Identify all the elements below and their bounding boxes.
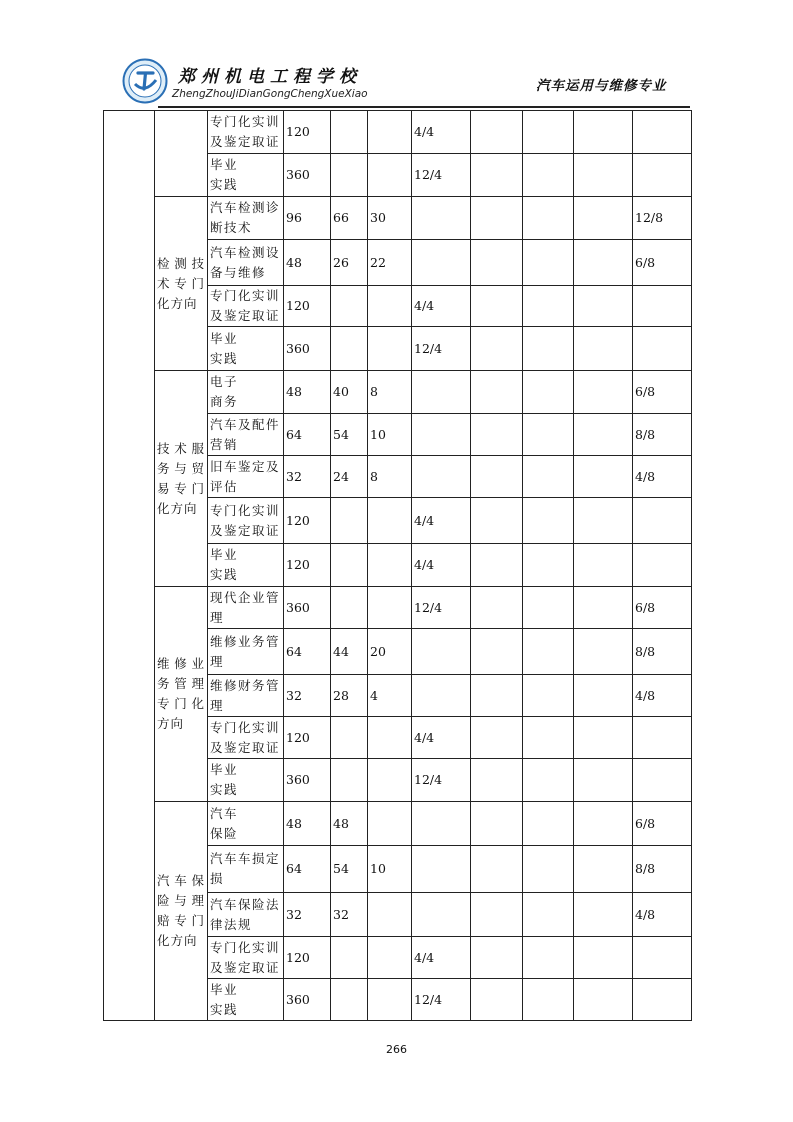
value-cell-c8 (633, 937, 692, 979)
value-cell-c1: 64 (284, 629, 331, 675)
value-cell-c4: 4/4 (412, 937, 471, 979)
course-name-cell: 毕业 实践 (208, 759, 284, 802)
value-cell-c2 (331, 498, 368, 544)
value-cell-c3: 20 (368, 629, 412, 675)
value-cell-c8: 6/8 (633, 371, 692, 414)
value-cell-c3 (368, 937, 412, 979)
value-cell-c3 (368, 498, 412, 544)
value-cell-c1: 64 (284, 846, 331, 893)
value-cell-c4: 12/4 (412, 327, 471, 371)
value-cell-c2: 40 (331, 371, 368, 414)
course-name-cell: 毕业 实践 (208, 327, 284, 371)
value-cell-c8: 6/8 (633, 240, 692, 286)
value-cell-c3 (368, 802, 412, 846)
value-cell-c3: 8 (368, 371, 412, 414)
value-cell-c4: 4/4 (412, 286, 471, 327)
value-cell-c6 (523, 240, 574, 286)
value-cell-c6 (523, 286, 574, 327)
value-cell-c1: 360 (284, 327, 331, 371)
course-name-cell: 维修业务管理 (208, 629, 284, 675)
value-cell-c8 (633, 498, 692, 544)
curriculum-table-body (104, 111, 692, 1021)
value-cell-c2: 28 (331, 675, 368, 717)
value-cell-c7 (574, 846, 633, 893)
value-cell-c8: 6/8 (633, 802, 692, 846)
value-cell-c1: 48 (284, 240, 331, 286)
value-cell-c2 (331, 327, 368, 371)
value-cell-c8: 8/8 (633, 629, 692, 675)
value-cell-c1: 48 (284, 371, 331, 414)
value-cell-c8: 4/8 (633, 893, 692, 937)
value-cell-c3: 4 (368, 675, 412, 717)
value-cell-c7 (574, 414, 633, 456)
value-cell-c2 (331, 544, 368, 587)
value-cell-c8 (633, 286, 692, 327)
value-cell-c7 (574, 286, 633, 327)
value-cell-c6 (523, 979, 574, 1021)
value-cell-c1: 32 (284, 675, 331, 717)
value-cell-c5 (471, 979, 523, 1021)
value-cell-c3 (368, 544, 412, 587)
value-cell-c6 (523, 197, 574, 240)
value-cell-c3 (368, 587, 412, 629)
value-cell-c5 (471, 197, 523, 240)
value-cell-c8: 4/8 (633, 456, 692, 498)
value-cell-c4: 4/4 (412, 544, 471, 587)
value-cell-c5 (471, 240, 523, 286)
value-cell-c3 (368, 286, 412, 327)
course-name-cell: 专门化实训及鉴定取证 (208, 498, 284, 544)
value-cell-c2: 44 (331, 629, 368, 675)
value-cell-c4: 12/4 (412, 979, 471, 1021)
value-cell-c5 (471, 846, 523, 893)
course-name-cell: 毕业 实践 (208, 544, 284, 587)
value-cell-c4: 4/4 (412, 717, 471, 759)
value-cell-c5 (471, 371, 523, 414)
value-cell-c4: 12/4 (412, 759, 471, 802)
value-cell-c6 (523, 846, 574, 893)
course-name-cell: 汽车保险法律法规 (208, 893, 284, 937)
course-name-cell: 汽车车损定损 (208, 846, 284, 893)
value-cell-c2 (331, 111, 368, 154)
value-cell-c2 (331, 154, 368, 197)
page-number: 266 (386, 1043, 407, 1056)
value-cell-c7 (574, 587, 633, 629)
value-cell-c7 (574, 979, 633, 1021)
value-cell-c6 (523, 587, 574, 629)
value-cell-c6 (523, 629, 574, 675)
value-cell-c1: 360 (284, 759, 331, 802)
value-cell-c3: 22 (368, 240, 412, 286)
table-row (104, 111, 692, 154)
value-cell-c5 (471, 759, 523, 802)
value-cell-c4: 12/4 (412, 154, 471, 197)
course-name-cell: 现代企业管理 (208, 587, 284, 629)
value-cell-c8 (633, 111, 692, 154)
value-cell-c1: 120 (284, 544, 331, 587)
header-divider (158, 106, 690, 108)
value-cell-c7 (574, 154, 633, 197)
value-cell-c4 (412, 240, 471, 286)
course-name-cell: 毕业 实践 (208, 979, 284, 1021)
value-cell-c5 (471, 154, 523, 197)
value-cell-c2: 24 (331, 456, 368, 498)
value-cell-c2 (331, 717, 368, 759)
course-name-cell: 毕业 实践 (208, 154, 284, 197)
value-cell-c1: 96 (284, 197, 331, 240)
value-cell-c8 (633, 717, 692, 759)
value-cell-c1: 32 (284, 893, 331, 937)
value-cell-c2: 26 (331, 240, 368, 286)
value-cell-c8: 12/8 (633, 197, 692, 240)
value-cell-c4 (412, 846, 471, 893)
value-cell-c7 (574, 937, 633, 979)
direction-cell (155, 111, 208, 197)
course-name-cell: 汽车及配件营销 (208, 414, 284, 456)
table-row (104, 371, 692, 414)
direction-cell: 技术服务与贸易专门化方向 (155, 371, 208, 587)
value-cell-c5 (471, 587, 523, 629)
value-cell-c3: 30 (368, 197, 412, 240)
value-cell-c7 (574, 802, 633, 846)
table-row (104, 587, 692, 629)
value-cell-c4 (412, 197, 471, 240)
value-cell-c6 (523, 371, 574, 414)
value-cell-c2: 54 (331, 846, 368, 893)
value-cell-c1: 120 (284, 286, 331, 327)
course-name-cell: 汽车检测设备与维修 (208, 240, 284, 286)
value-cell-c1: 360 (284, 587, 331, 629)
value-cell-c1: 360 (284, 154, 331, 197)
value-cell-c6 (523, 498, 574, 544)
major-title: 汽车运用与维修专业 (536, 78, 667, 94)
value-cell-c6 (523, 544, 574, 587)
value-cell-c3 (368, 893, 412, 937)
value-cell-c3: 10 (368, 414, 412, 456)
value-cell-c8: 8/8 (633, 846, 692, 893)
direction-cell: 检测技术专门化方向 (155, 197, 208, 371)
value-cell-c7 (574, 197, 633, 240)
value-cell-c4 (412, 371, 471, 414)
school-pinyin: ZhengZhouJiDianGongChengXueXiao (172, 88, 368, 100)
value-cell-c2: 66 (331, 197, 368, 240)
value-cell-c2: 32 (331, 893, 368, 937)
value-cell-c7 (574, 717, 633, 759)
value-cell-c3 (368, 979, 412, 1021)
category-cell (104, 111, 155, 1021)
value-cell-c8 (633, 979, 692, 1021)
value-cell-c1: 120 (284, 498, 331, 544)
value-cell-c7 (574, 759, 633, 802)
value-cell-c6 (523, 327, 574, 371)
value-cell-c6 (523, 111, 574, 154)
value-cell-c4: 12/4 (412, 587, 471, 629)
course-name-cell: 专门化实训及鉴定取证 (208, 111, 284, 154)
school-name: 郑州机电工程学校 (178, 67, 362, 87)
course-name-cell: 专门化实训及鉴定取证 (208, 717, 284, 759)
value-cell-c5 (471, 498, 523, 544)
value-cell-c8: 6/8 (633, 587, 692, 629)
value-cell-c8 (633, 759, 692, 802)
value-cell-c5 (471, 544, 523, 587)
value-cell-c4: 4/4 (412, 498, 471, 544)
direction-cell: 维修业务管理专门化方向 (155, 587, 208, 802)
value-cell-c1: 120 (284, 717, 331, 759)
value-cell-c7 (574, 456, 633, 498)
value-cell-c4 (412, 414, 471, 456)
value-cell-c5 (471, 802, 523, 846)
value-cell-c1: 32 (284, 456, 331, 498)
value-cell-c2 (331, 937, 368, 979)
value-cell-c2 (331, 587, 368, 629)
value-cell-c3: 10 (368, 846, 412, 893)
value-cell-c4 (412, 629, 471, 675)
course-name-cell: 电子 商务 (208, 371, 284, 414)
value-cell-c5 (471, 286, 523, 327)
value-cell-c5 (471, 893, 523, 937)
value-cell-c8 (633, 327, 692, 371)
value-cell-c7 (574, 544, 633, 587)
value-cell-c2: 48 (331, 802, 368, 846)
value-cell-c6 (523, 456, 574, 498)
value-cell-c8: 4/8 (633, 675, 692, 717)
value-cell-c6 (523, 675, 574, 717)
curriculum-table (103, 110, 692, 1021)
value-cell-c7 (574, 111, 633, 154)
value-cell-c5 (471, 675, 523, 717)
value-cell-c4: 4/4 (412, 111, 471, 154)
page-header (0, 0, 793, 112)
course-name-cell: 专门化实训及鉴定取证 (208, 937, 284, 979)
value-cell-c5 (471, 456, 523, 498)
value-cell-c3: 8 (368, 456, 412, 498)
value-cell-c5 (471, 629, 523, 675)
value-cell-c5 (471, 937, 523, 979)
value-cell-c8 (633, 154, 692, 197)
value-cell-c1: 120 (284, 111, 331, 154)
value-cell-c1: 360 (284, 979, 331, 1021)
value-cell-c5 (471, 414, 523, 456)
value-cell-c7 (574, 893, 633, 937)
value-cell-c4 (412, 456, 471, 498)
value-cell-c6 (523, 717, 574, 759)
value-cell-c2 (331, 759, 368, 802)
school-logo-icon (122, 58, 168, 104)
value-cell-c6 (523, 937, 574, 979)
value-cell-c8 (633, 544, 692, 587)
value-cell-c6 (523, 154, 574, 197)
value-cell-c6 (523, 414, 574, 456)
value-cell-c5 (471, 111, 523, 154)
course-name-cell: 汽车 保险 (208, 802, 284, 846)
value-cell-c7 (574, 327, 633, 371)
value-cell-c8: 8/8 (633, 414, 692, 456)
value-cell-c3 (368, 327, 412, 371)
value-cell-c7 (574, 240, 633, 286)
direction-cell: 汽车保险与理赔专门化方向 (155, 802, 208, 1021)
course-name-cell: 汽车检测诊断技术 (208, 197, 284, 240)
value-cell-c3 (368, 717, 412, 759)
value-cell-c5 (471, 717, 523, 759)
value-cell-c6 (523, 759, 574, 802)
value-cell-c4 (412, 893, 471, 937)
course-name-cell: 专门化实训及鉴定取证 (208, 286, 284, 327)
value-cell-c4 (412, 802, 471, 846)
value-cell-c3 (368, 111, 412, 154)
value-cell-c4 (412, 675, 471, 717)
value-cell-c3 (368, 154, 412, 197)
value-cell-c6 (523, 802, 574, 846)
value-cell-c2 (331, 286, 368, 327)
value-cell-c7 (574, 629, 633, 675)
value-cell-c1: 64 (284, 414, 331, 456)
course-name-cell: 旧车鉴定及评估 (208, 456, 284, 498)
value-cell-c5 (471, 327, 523, 371)
value-cell-c2 (331, 979, 368, 1021)
table-row (104, 802, 692, 846)
value-cell-c7 (574, 498, 633, 544)
table-row (104, 197, 692, 240)
value-cell-c1: 120 (284, 937, 331, 979)
value-cell-c7 (574, 371, 633, 414)
value-cell-c1: 48 (284, 802, 331, 846)
value-cell-c2: 54 (331, 414, 368, 456)
value-cell-c7 (574, 675, 633, 717)
course-name-cell: 维修财务管理 (208, 675, 284, 717)
value-cell-c6 (523, 893, 574, 937)
value-cell-c3 (368, 759, 412, 802)
